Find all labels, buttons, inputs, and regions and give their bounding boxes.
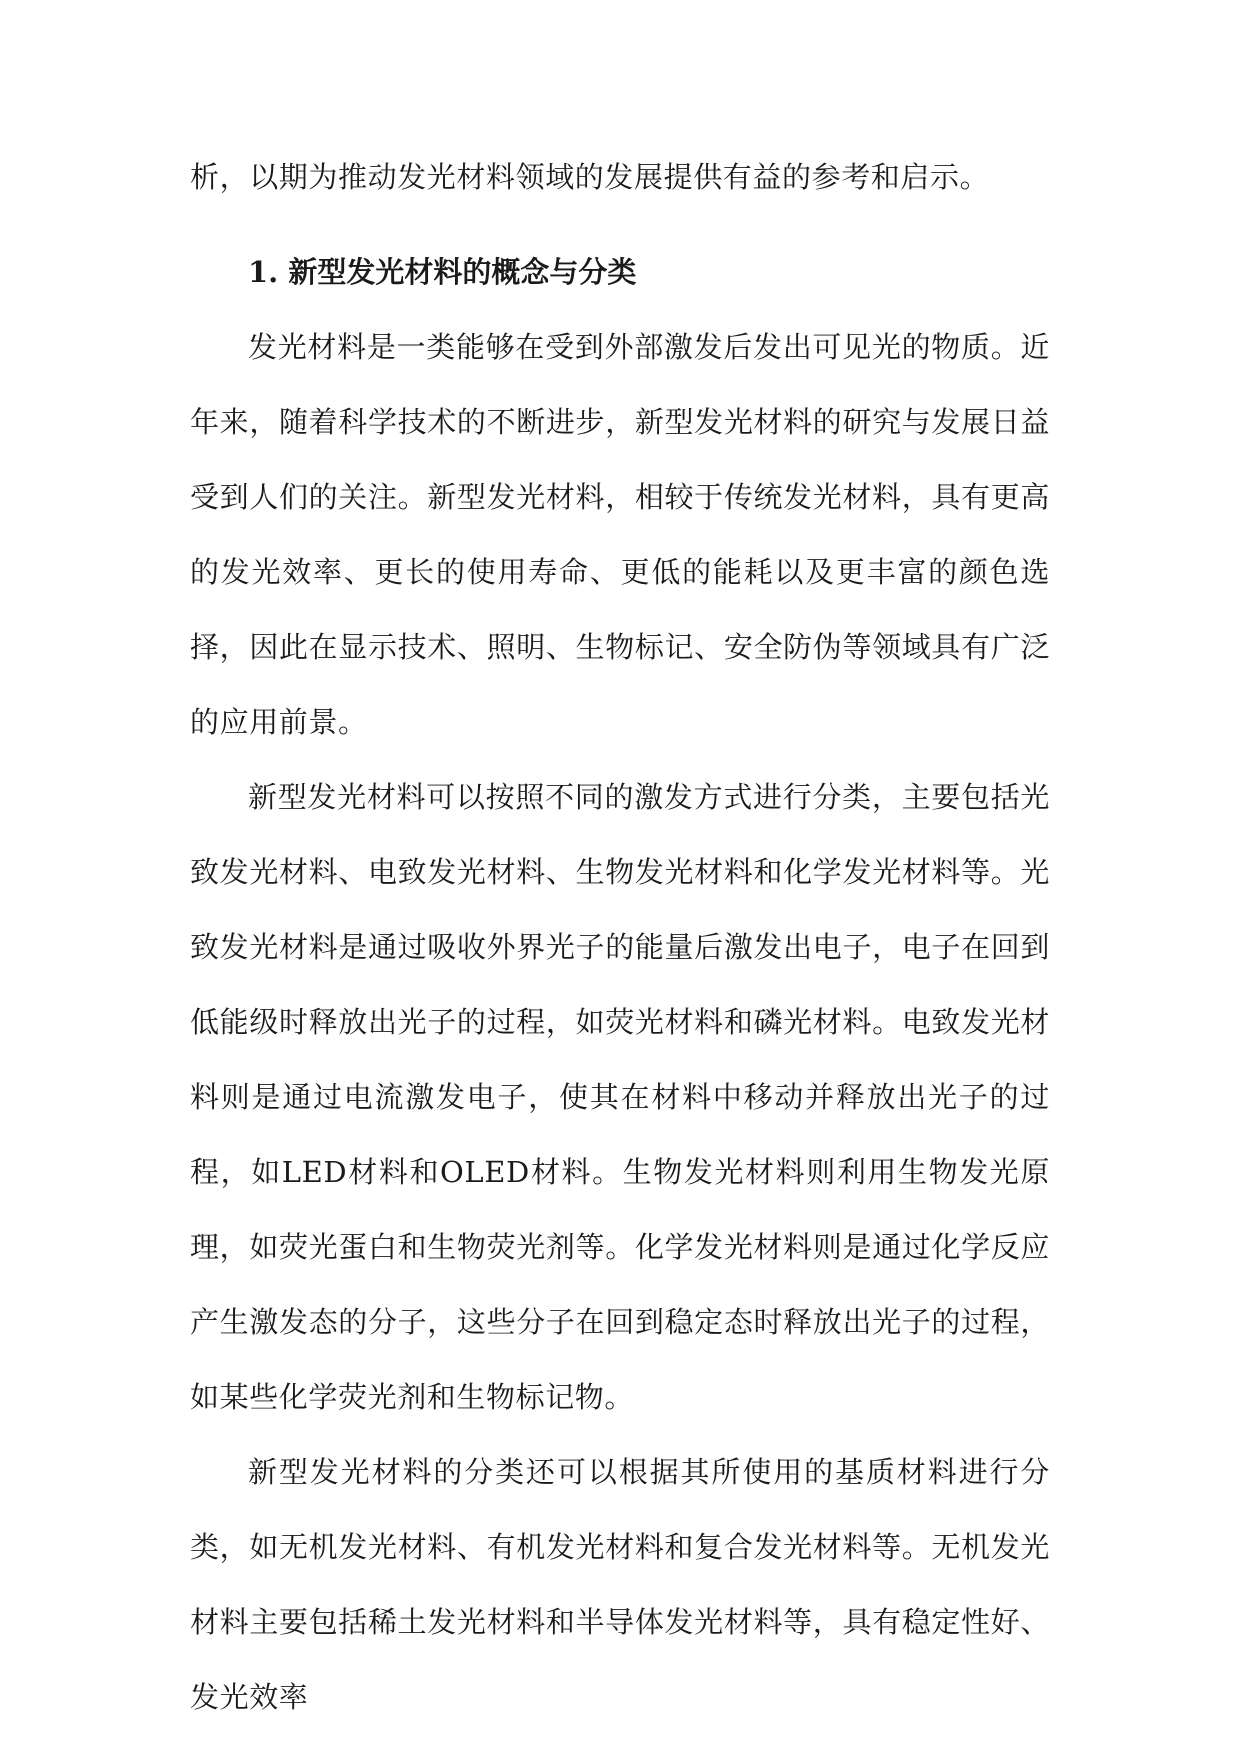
paragraph-1: 发光材料是一类能够在受到外部激发后发出可见光的物质。近年来，随着科学技术的不断进步，新型发光材料的研究与发展日益受到人们的关注。新型发光材料，相较于传统发光材料，具有更高的发光效率、更长的使用寿命、更低的能耗以及更丰富的颜色选择，因此在显示技术、照明、生物标记、安全防伪等领域具有广泛的应用前景。 bbox=[190, 330, 1050, 739]
section-heading: 1. 新型发光材料的概念与分类 bbox=[248, 255, 637, 289]
lead-paragraph: 析，以期为推动发光材料领域的发展提供有益的参考和启示。 bbox=[190, 160, 990, 194]
document-body bbox=[190, 140, 1050, 1735]
paragraph-3: 新型发光材料的分类还可以根据其所使用的基质材料进行分类，如无机发光材料、有机发光材料和复合发光材料等。无机发光材料主要包括稀土发光材料和半导体发光材料等，具有稳定性好、发光效率 bbox=[190, 1455, 1050, 1714]
paragraph-2: 新型发光材料可以按照不同的激发方式进行分类，主要包括光致发光材料、电致发光材料、生物发光材料和化学发光材料等。光致发光材料是通过吸收外界光子的能量后激发出电子，电子在回到低能级时释放出光子的过程，如荧光材料和磷光材料。电致发光材料则是通过电流激发电子，使其在材料中移动并释放出光子的过程，如LED材料和OLED材料。生物发光材料则利用生物发光原理，如荧光蛋白和生物荧光剂等。化学发光材料则是通过化学反应产生激发态的分子，这些分子在回到稳定态时释放出光子的过程，如某些化学荧光剂和生物标记物。 bbox=[190, 780, 1050, 1414]
